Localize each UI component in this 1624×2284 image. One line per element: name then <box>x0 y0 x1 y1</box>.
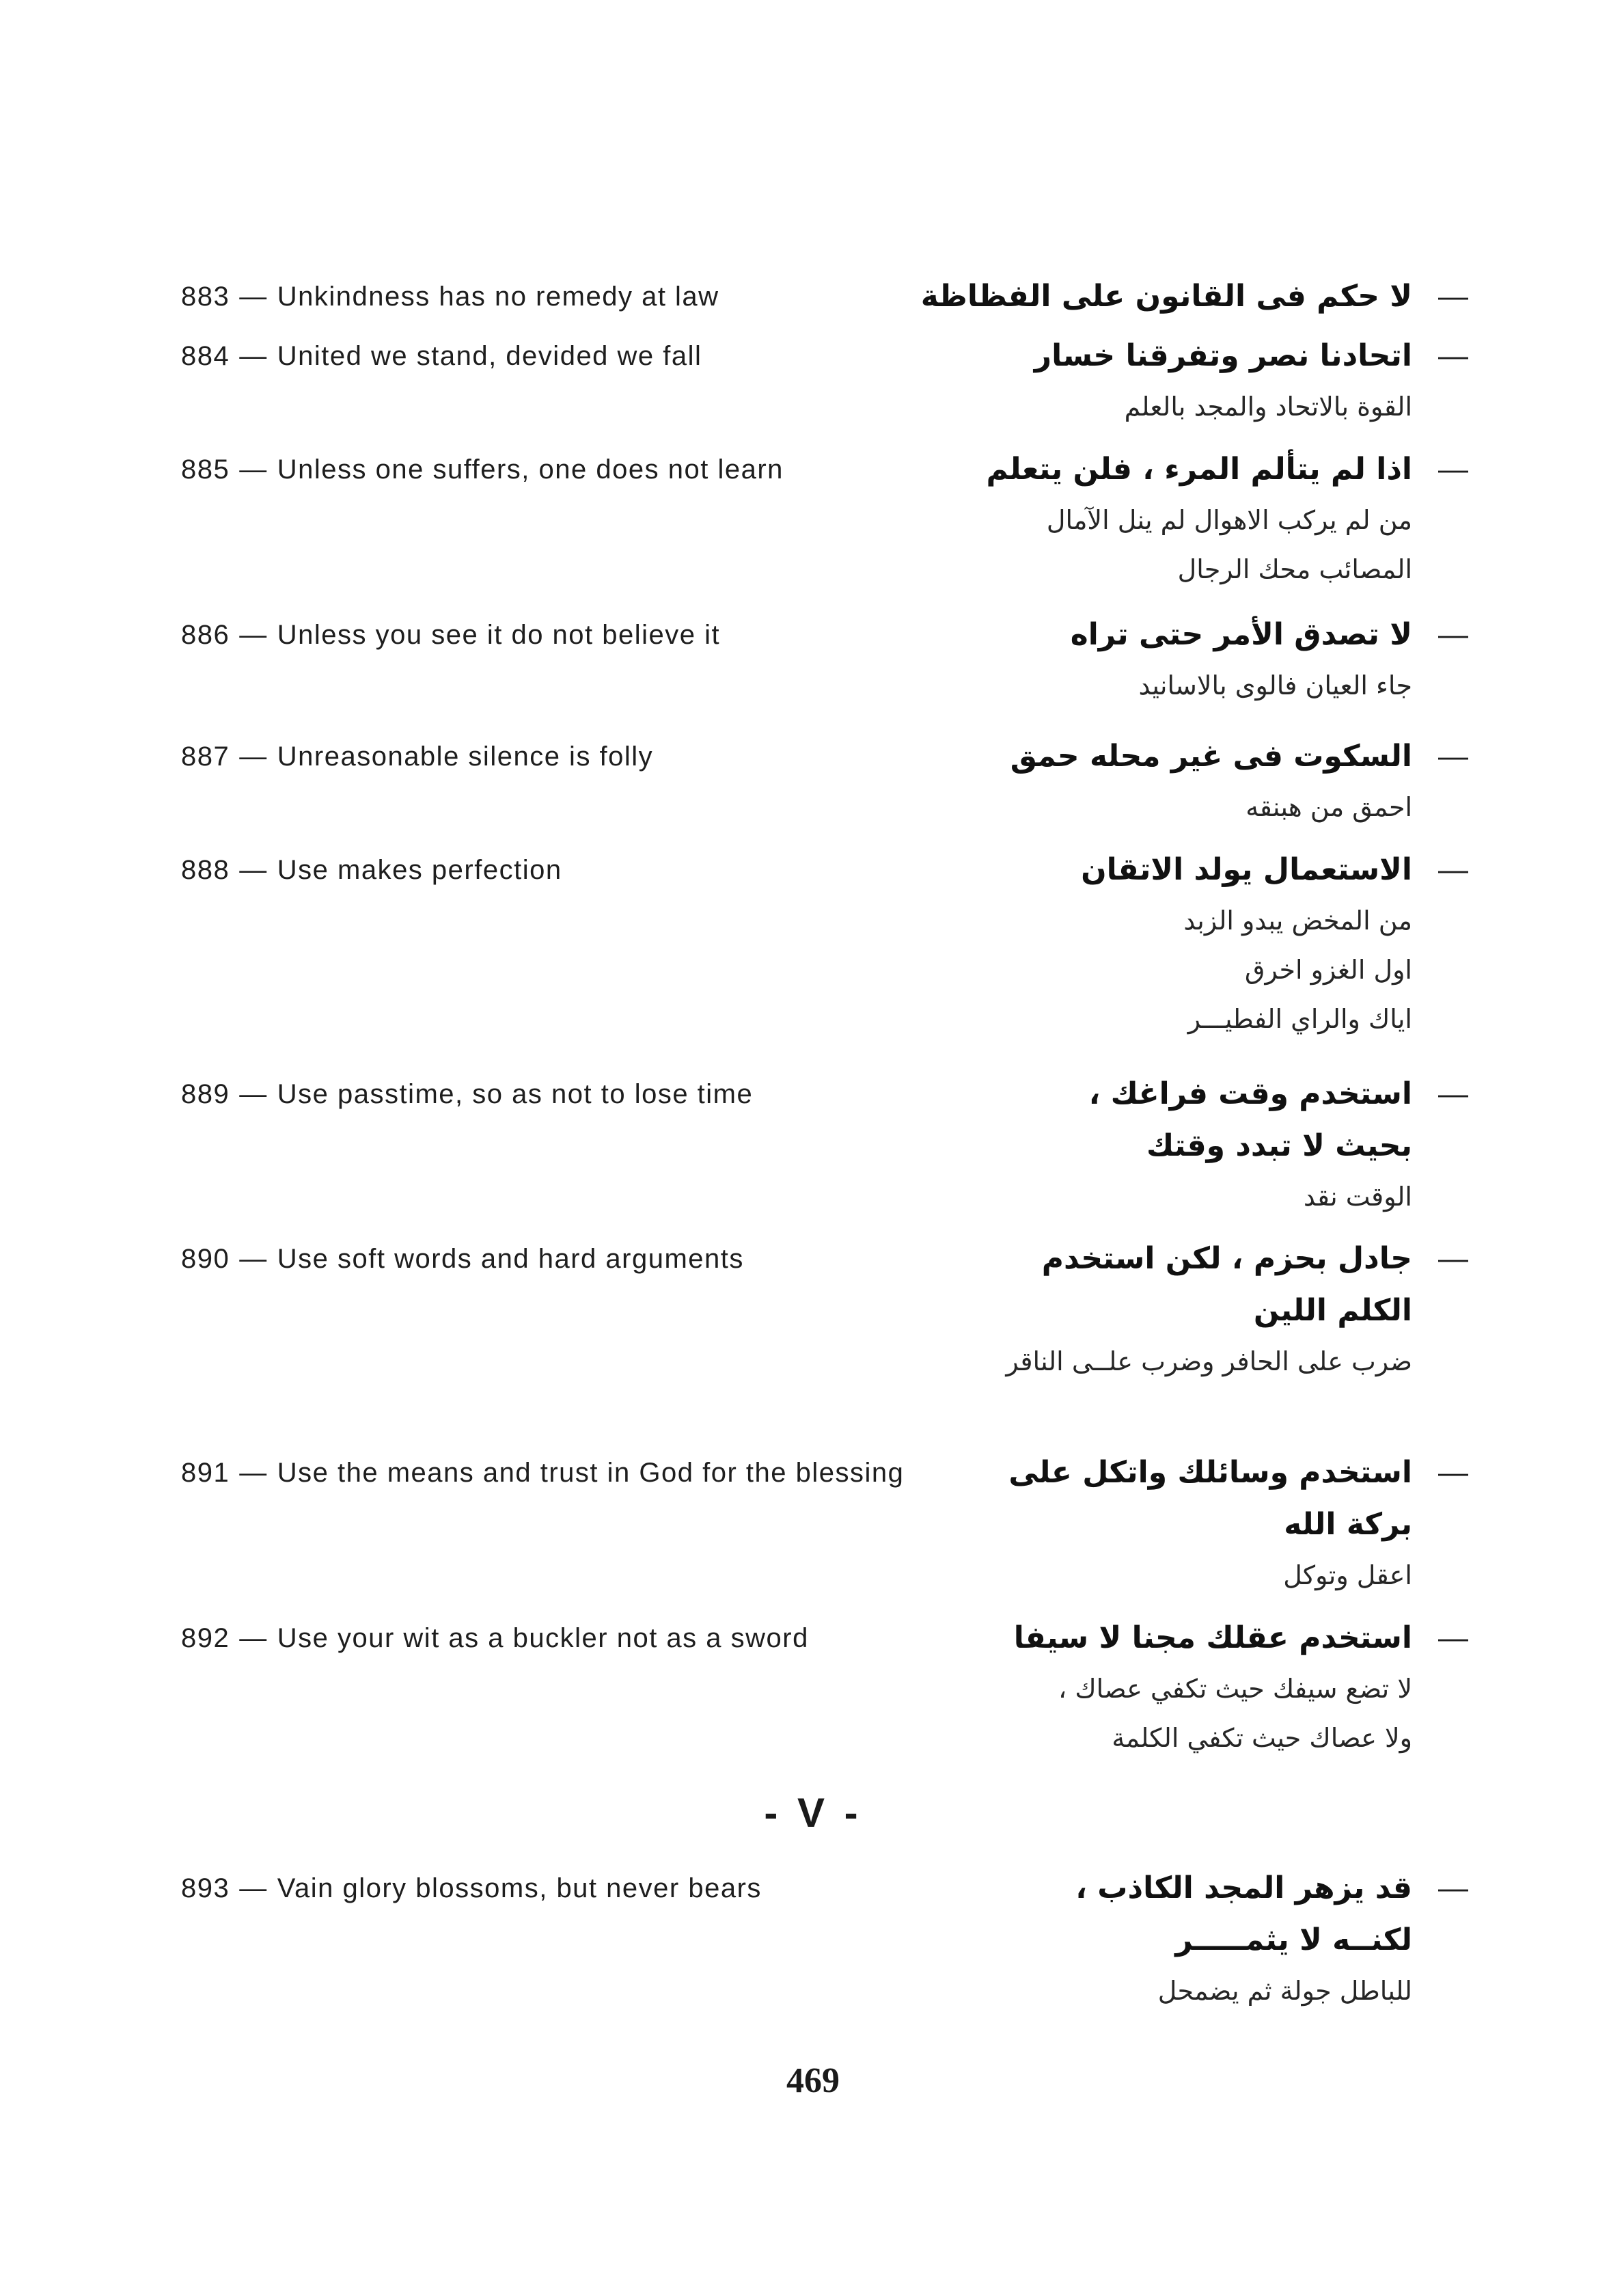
arabic-dash: — <box>1438 1871 1468 1905</box>
english-proverb <box>181 280 933 313</box>
arabic-translation <box>879 844 1412 1044</box>
arabic-dash: — <box>1438 853 1468 886</box>
arabic-headline: لا حكم فى القانون على الفظاظة <box>920 279 1412 314</box>
english-proverb <box>181 1242 933 1275</box>
arabic-dash: — <box>1438 1621 1468 1655</box>
english-proverb <box>181 618 933 651</box>
english-proverb <box>181 1872 933 1905</box>
english-proverb <box>181 1078 933 1111</box>
arabic-equivalent: ضرب على الحافر وضرب علــى الناقر <box>1006 1346 1412 1376</box>
entry-number: 893 <box>181 1873 230 1903</box>
arabic-dash: — <box>1438 1456 1468 1489</box>
entry-dash: — <box>239 1244 268 1274</box>
entry-number: 888 <box>181 855 230 885</box>
arabic-equivalent: الوقت نقد <box>1303 1182 1412 1212</box>
entry-number: 892 <box>181 1623 230 1653</box>
arabic-headline: اتحادنا نصر وتفرقنا خسار <box>1034 338 1412 373</box>
entry-dash: — <box>239 855 268 885</box>
english-proverb <box>181 1622 933 1655</box>
english-proverb <box>181 740 933 773</box>
arabic-headline: اذا لم يتألم المرء ، فلن يتعلم <box>986 452 1412 487</box>
english-text: Use passtime, so as not to lose time <box>277 1079 754 1109</box>
english-text: Use makes perfection <box>277 855 562 885</box>
entry-number: 883 <box>181 282 230 312</box>
arabic-dash: — <box>1438 618 1468 651</box>
entry-dash: — <box>239 1079 268 1109</box>
entry-dash: — <box>239 1873 268 1903</box>
arabic-equivalent: القوة بالاتحاد والمجد بالعلم <box>1124 392 1412 422</box>
arabic-equivalent: اول الغزو اخرق <box>1245 955 1412 985</box>
english-proverb <box>181 854 933 886</box>
english-proverb <box>181 1456 933 1489</box>
arabic-dash: — <box>1438 739 1468 773</box>
entry-number: 887 <box>181 742 230 772</box>
arabic-equivalent: ولا عصاك حيث تكفي الكلمة <box>1112 1723 1412 1753</box>
english-text: Use soft words and hard arguments <box>277 1244 744 1274</box>
english-text: Unreasonable silence is folly <box>277 742 654 772</box>
entry-dash: — <box>239 742 268 772</box>
arabic-equivalent: اياك والراي الفطيـــر <box>1187 1004 1412 1034</box>
arabic-headline: الاستعمال يولد الاتقان <box>1081 852 1412 887</box>
arabic-equivalent: من لم يركب الاهوال لم ينل الآمال <box>1046 505 1412 535</box>
arabic-translation <box>879 731 1412 832</box>
entry-number: 891 <box>181 1458 230 1488</box>
english-proverb <box>181 340 933 372</box>
arabic-dash: — <box>1438 280 1468 313</box>
entry-dash: — <box>239 1458 268 1488</box>
arabic-translation <box>879 330 1412 431</box>
arabic-equivalent: احمق من هبنقه <box>1245 792 1412 822</box>
entry-dash: — <box>239 282 268 312</box>
entry-number: 890 <box>181 1244 230 1274</box>
entry-number: 886 <box>181 620 230 650</box>
entry-dash: — <box>239 341 268 371</box>
arabic-translation <box>879 444 1412 594</box>
entry-number: 885 <box>181 454 230 485</box>
arabic-translation <box>879 1612 1412 1763</box>
arabic-equivalent: لا تضع سيفك حيث تكفي عصاك ، <box>1058 1674 1412 1704</box>
arabic-dash: — <box>1438 1242 1468 1275</box>
english-proverb <box>181 453 933 486</box>
arabic-headline: استخدم وقت فراغك ، بحيث لا تبدد وقتك <box>1088 1076 1412 1163</box>
arabic-equivalent: اعقل وتوكل <box>1283 1560 1412 1590</box>
english-text: Unkindness has no remedy at law <box>277 282 719 312</box>
arabic-translation <box>968 1233 1412 1386</box>
entry-number: 889 <box>181 1079 230 1109</box>
arabic-equivalent: من المخض يبدو الزبد <box>1183 906 1412 936</box>
arabic-translation <box>1030 1068 1412 1221</box>
arabic-translation <box>879 271 1412 323</box>
entry-dash: — <box>239 1623 268 1653</box>
english-text: Unless you see it do not believe it <box>277 620 721 650</box>
english-text: United we stand, devided we fall <box>277 341 702 371</box>
arabic-dash: — <box>1438 1077 1468 1111</box>
arabic-dash: — <box>1438 339 1468 372</box>
page-number: 469 <box>786 2061 840 2100</box>
english-text: Use your wit as a buckler not as a sword <box>277 1623 809 1653</box>
arabic-translation <box>989 1862 1412 2015</box>
entry-dash: — <box>239 620 268 650</box>
arabic-headline: قد يزهر المجد الكاذب ، لكنــه لا يثمـــــر <box>1075 1871 1412 1957</box>
arabic-headline: جادل بحزم ، لكن استخدم الكلم اللين <box>1041 1241 1412 1328</box>
arabic-dash: — <box>1438 452 1468 486</box>
entry-number: 884 <box>181 341 230 371</box>
arabic-translation <box>879 609 1412 710</box>
arabic-headline: استخدم عقلك مجنا لا سيفا <box>1013 1620 1412 1655</box>
arabic-equivalent: للباطل جولة ثم يضمحل <box>1157 1976 1412 2006</box>
arabic-headline: استخدم وسائلك واتكل على بركة الله <box>1008 1455 1412 1542</box>
arabic-translation <box>989 1447 1412 1600</box>
english-text: Vain glory blossoms, but never bears <box>277 1873 762 1903</box>
arabic-equivalent: جاء العيان فالوى بالاسانيد <box>1138 670 1412 701</box>
entry-dash: — <box>239 454 268 485</box>
section-heading: - V - <box>764 1790 862 1836</box>
arabic-equivalent: المصائب محك الرجال <box>1177 554 1412 584</box>
arabic-headline: السكوت فى غير محله حمق <box>1010 739 1412 774</box>
english-text: Use the means and trust in God for the blessing <box>277 1458 905 1488</box>
english-text: Unless one suffers, one does not learn <box>277 454 784 485</box>
arabic-headline: لا تصدق الأمر حتى تراه <box>1070 617 1412 652</box>
